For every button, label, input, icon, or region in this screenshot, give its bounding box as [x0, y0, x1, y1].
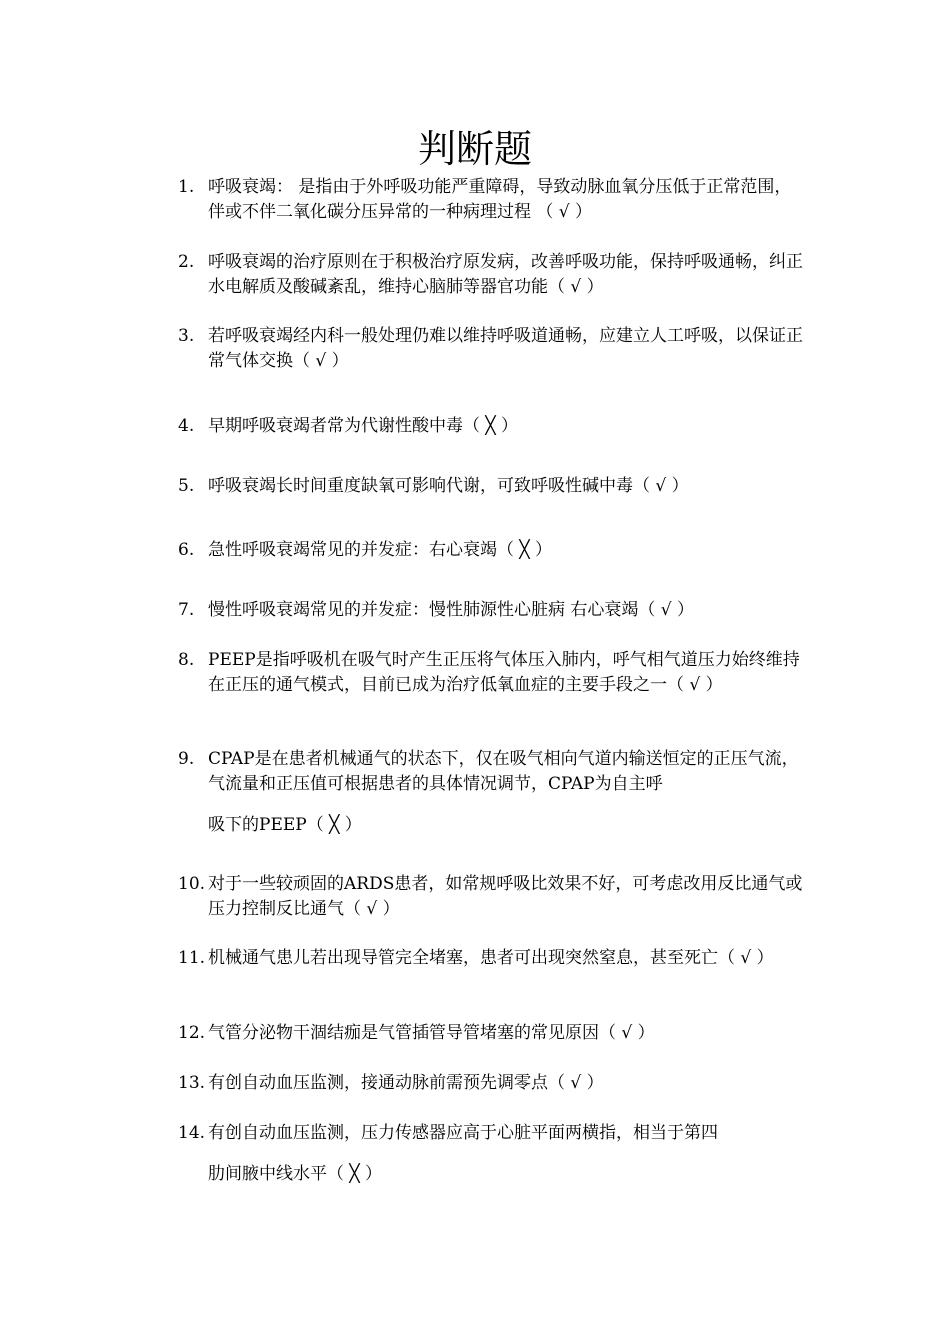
question-text: 对于一些较顽固的ARDS患者，如常规呼吸比效果不好，可考虑改用反比通气或压力控制反比通气（ √ ） — [208, 874, 803, 919]
question-number: 1. — [178, 177, 195, 197]
question-5 — [178, 474, 803, 499]
question-text: PEEP是指呼吸机在吸气时产生正压将气体压入肺内，呼气相气道压力始终维持在正压的通气模式，目前已成为治疗低氧血症的主要手段之一（ √ ） — [208, 650, 800, 695]
page-title: 判断题 — [417, 127, 532, 171]
question-text — [208, 1121, 803, 1187]
question-12 — [178, 1021, 803, 1046]
question-text-part-2: 吸下的PEEP（ ╳ ） — [208, 815, 362, 835]
question-1 — [178, 175, 803, 225]
question-number: 14. — [178, 1123, 206, 1143]
question-13 — [178, 1071, 803, 1096]
question-text: 呼吸衰竭： 是指由于外呼吸功能严重障碍，导致动脉血氧分压低于正常范围，伴或不伴二氧化碳分压异常的一种病理过程 （ √ ） — [208, 177, 792, 222]
question-text: 有创自动血压监测，接通动脉前需预先调零点（ √ ） — [208, 1073, 604, 1093]
question-text: 慢性呼吸衰竭常见的并发症：慢性肺源性心脏病 右心衰竭（ √ ） — [208, 600, 695, 620]
question-text: 呼吸衰竭的治疗原则在于积极治疗原发病，改善呼吸功能，保持呼吸通畅，纠正水电解质及酸碱紊乱，维持心脑肺等器官功能（ √ ） — [208, 252, 803, 297]
question-text: 急性呼吸衰竭常见的并发症：右心衰竭（ ╳ ） — [208, 540, 553, 560]
question-number: 13. — [178, 1073, 206, 1093]
question-number: 11. — [178, 948, 206, 968]
question-number: 2. — [178, 252, 195, 272]
question-text: 机械通气患儿若出现导管完全堵塞，患者可出现突然窒息，甚至死亡（ √ ） — [208, 948, 774, 968]
question-number: 12. — [178, 1023, 206, 1043]
question-4 — [178, 414, 803, 439]
question-number: 6. — [178, 540, 195, 560]
question-8 — [178, 648, 803, 698]
question-number: 7. — [178, 600, 195, 620]
question-number: 3. — [178, 326, 195, 346]
question-number: 5. — [178, 476, 195, 496]
question-number: 10. — [178, 874, 206, 894]
question-9 — [178, 747, 803, 838]
question-7 — [178, 598, 803, 623]
question-text-part-2: 肋间腋中线水平（ ╳ ） — [208, 1164, 383, 1184]
question-text: 若呼吸衰竭经内科一般处理仍难以维持呼吸道通畅，应建立人工呼吸，以保证正常气体交换（ √ ） — [208, 326, 803, 371]
question-10 — [178, 872, 803, 922]
question-11 — [178, 946, 803, 971]
question-number: 4. — [178, 416, 195, 436]
question-text: 早期呼吸衰竭者常为代谢性酸中毒（ ╳ ） — [208, 416, 519, 436]
question-text: 呼吸衰竭长时间重度缺氧可影响代谢，可致呼吸性碱中毒（ √ ） — [208, 476, 689, 496]
question-text-part-1: CPAP是在患者机械通气的状态下，仅在吸气相向气道内输送恒定的正压气流，气流量和正压值可根据患者的具体情况调节，CPAP为自主呼 — [208, 749, 799, 794]
question-6 — [178, 538, 803, 563]
question-number: 8. — [178, 650, 195, 670]
question-text — [208, 747, 803, 838]
question-3 — [178, 324, 803, 374]
question-text-part-1: 有创自动血压监测，压力传感器应高于心脏平面两横指，相当于第四 — [208, 1123, 718, 1143]
question-text: 气管分泌物干涸结痂是气管插管导管堵塞的常见原因（ √ ） — [208, 1023, 655, 1043]
question-14 — [178, 1121, 803, 1187]
question-2 — [178, 250, 803, 300]
question-number: 9. — [178, 749, 195, 769]
